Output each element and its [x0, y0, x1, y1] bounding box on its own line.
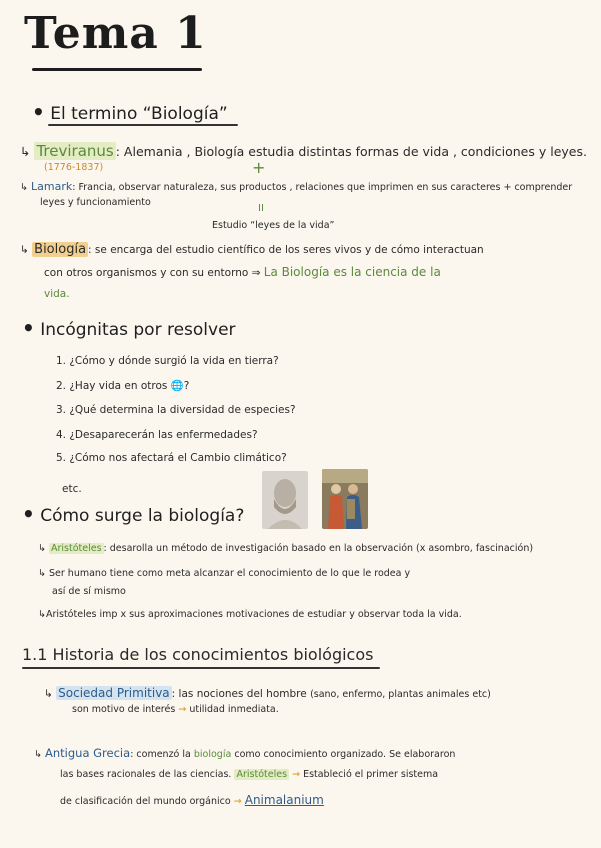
aristoteles-line-2: ↳ Ser humano tiene como meta alcanzar el conocimiento de lo que le rodea y [38, 568, 411, 579]
section-heading-biologia: • El termino “Biología” [32, 100, 228, 124]
heading-underline [48, 124, 238, 126]
section-heading-historia: 1.1 Historia de los conocimientos biológicos [22, 645, 374, 664]
equals-sign: II [258, 203, 264, 214]
incognita-item-1: 1. ¿Cómo y dónde surgió la vida en tierra? [56, 355, 279, 367]
aristoteles-line-4: ↳Aristóteles imp x sus aproximaciones motivaciones de estudiar y observar toda la vida. [38, 609, 462, 620]
lamark-line: ↳ Lamark: Francia, observar naturaleza, sus productos , relaciones que imprimen en sus caracteres + comprender [20, 180, 573, 193]
incognita-item-4: 4. ¿Desaparecerán las enfermedades? [56, 429, 258, 441]
plus-sign: + [252, 158, 266, 177]
incognita-item-5: 5. ¿Cómo nos afectará el Cambio climático? [56, 452, 287, 464]
biologia-line-3: vida. [44, 288, 70, 300]
aristotle-bust-image [262, 471, 308, 529]
lamark-line-2: leyes y funcionamiento [40, 197, 151, 208]
title-underline [32, 68, 202, 71]
aristoteles-line-1: ↳ Aristóteles : desarolla un método de investigación basado en la observación (x asombro, fascinación) [38, 543, 534, 554]
estudio-leyes: Estudio “leyes de la vida” [212, 220, 335, 231]
grecia-line-2: las bases racionales de las ciencias. Aristóteles → Estableció el primer sistema [60, 769, 439, 780]
sociedad-line-1: ↳ Sociedad Primitiva : las nociones del hombre (sano, enfermo, plantas animales etc) [44, 686, 491, 700]
grecia-line-1: ↳ Antigua Grecia: comenzó la biología como conocimiento organizado. Se elaboraron [34, 746, 456, 760]
treviranus-line: ↳ Treviranus : Alemania , Biología estudia distintas formas de vida , condiciones y leyes. [20, 142, 587, 160]
aristoteles-line-3: así de sí mismo [52, 586, 126, 597]
section-heading-incognitas: • Incógnitas por resolver [22, 316, 236, 340]
incognita-item-2: 2. ¿Hay vida en otros 🌐? [56, 380, 190, 392]
incognita-item-3: 3. ¿Qué determina la diversidad de especies? [56, 404, 296, 416]
biologia-line-1: ↳ Biología : se encarga del estudio científico de los seres vivos y de cómo interactuan [20, 242, 484, 257]
heading-underline-historia [22, 667, 380, 669]
treviranus-dates: (1776-1837) [44, 162, 104, 173]
grecia-line-3: de clasificación del mundo orgánico → Animalanium [60, 793, 324, 807]
page-title: Tema 1 [24, 8, 207, 59]
biologia-line-2: con otros organismos y con su entorno ⇒ La Biología es la ciencia de la [44, 265, 441, 279]
school-of-athens-image [322, 469, 368, 529]
section-heading-como-surge: • Cómo surge la biología? [22, 502, 245, 526]
sociedad-line-2: son motivo de interés → utilidad inmediata. [72, 704, 279, 715]
incognita-etc: etc. [62, 483, 82, 495]
